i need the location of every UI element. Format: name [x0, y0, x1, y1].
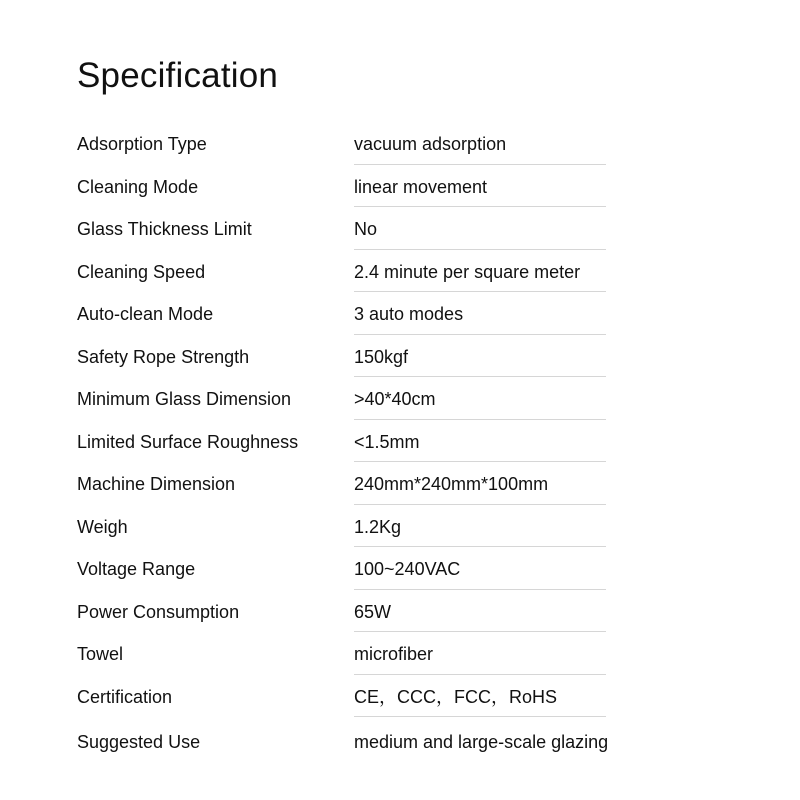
spec-value: 100~240VAC [354, 559, 461, 579]
spec-row-towel [77, 632, 606, 675]
spec-label: Towel [77, 644, 124, 664]
page-title: Specification [77, 56, 279, 95]
spec-row-certification [77, 675, 606, 718]
spec-label: Voltage Range [77, 559, 196, 579]
spec-label: Adsorption Type [77, 134, 207, 154]
spec-table [77, 122, 609, 763]
spec-value: >40*40cm [354, 389, 436, 409]
spec-row-weigh [77, 505, 606, 548]
spec-value: vacuum adsorption [354, 134, 507, 154]
spec-row-limited-surface-roughness [77, 420, 606, 463]
spec-row-power-consumption [77, 590, 606, 633]
spec-row-safety-rope-strength [77, 335, 606, 378]
spec-label: Auto-clean Mode [77, 304, 214, 324]
spec-label: Minimum Glass Dimension [77, 389, 292, 409]
spec-value: 3 auto modes [354, 304, 464, 324]
spec-value: 1.2Kg [354, 516, 402, 537]
spec-value: linear movement [354, 176, 488, 197]
spec-label: Certification [77, 686, 173, 707]
spec-row-cleaning-mode [77, 165, 606, 208]
spec-value: medium and large-scale glazing [354, 732, 609, 752]
spec-row-cleaning-speed [77, 250, 606, 293]
spec-row-adsorption-type [77, 122, 606, 165]
spec-value: No [354, 219, 378, 239]
spec-value: CE，CCC，FCC，RoHS [354, 686, 558, 707]
spec-value: 2.4 minute per square meter [354, 261, 581, 282]
spec-row-machine-dimension [77, 462, 606, 505]
spec-row-glass-thickness-limit [77, 207, 606, 250]
spec-row-suggested-use [77, 717, 609, 763]
spec-row-auto-clean-mode [77, 292, 606, 335]
spec-label: Glass Thickness Limit [77, 219, 252, 239]
spec-label: Cleaning Speed [77, 261, 206, 282]
spec-row-voltage-range [77, 547, 606, 590]
spec-label: Power Consumption [77, 601, 240, 622]
spec-label: Limited Surface Roughness [77, 431, 299, 452]
spec-label: Suggested Use [77, 732, 201, 752]
spec-value: <1.5mm [354, 431, 420, 452]
spec-value: 240mm*240mm*100mm [354, 474, 549, 494]
spec-row-minimum-glass-dimension [77, 377, 606, 420]
spec-value: 65W [354, 601, 392, 622]
spec-label: Weigh [77, 516, 128, 537]
spec-label: Cleaning Mode [77, 176, 199, 197]
spec-value: microfiber [354, 644, 434, 664]
spec-label: Machine Dimension [77, 474, 236, 494]
spec-value: 150kgf [354, 346, 409, 367]
spec-label: Safety Rope Strength [77, 346, 250, 367]
